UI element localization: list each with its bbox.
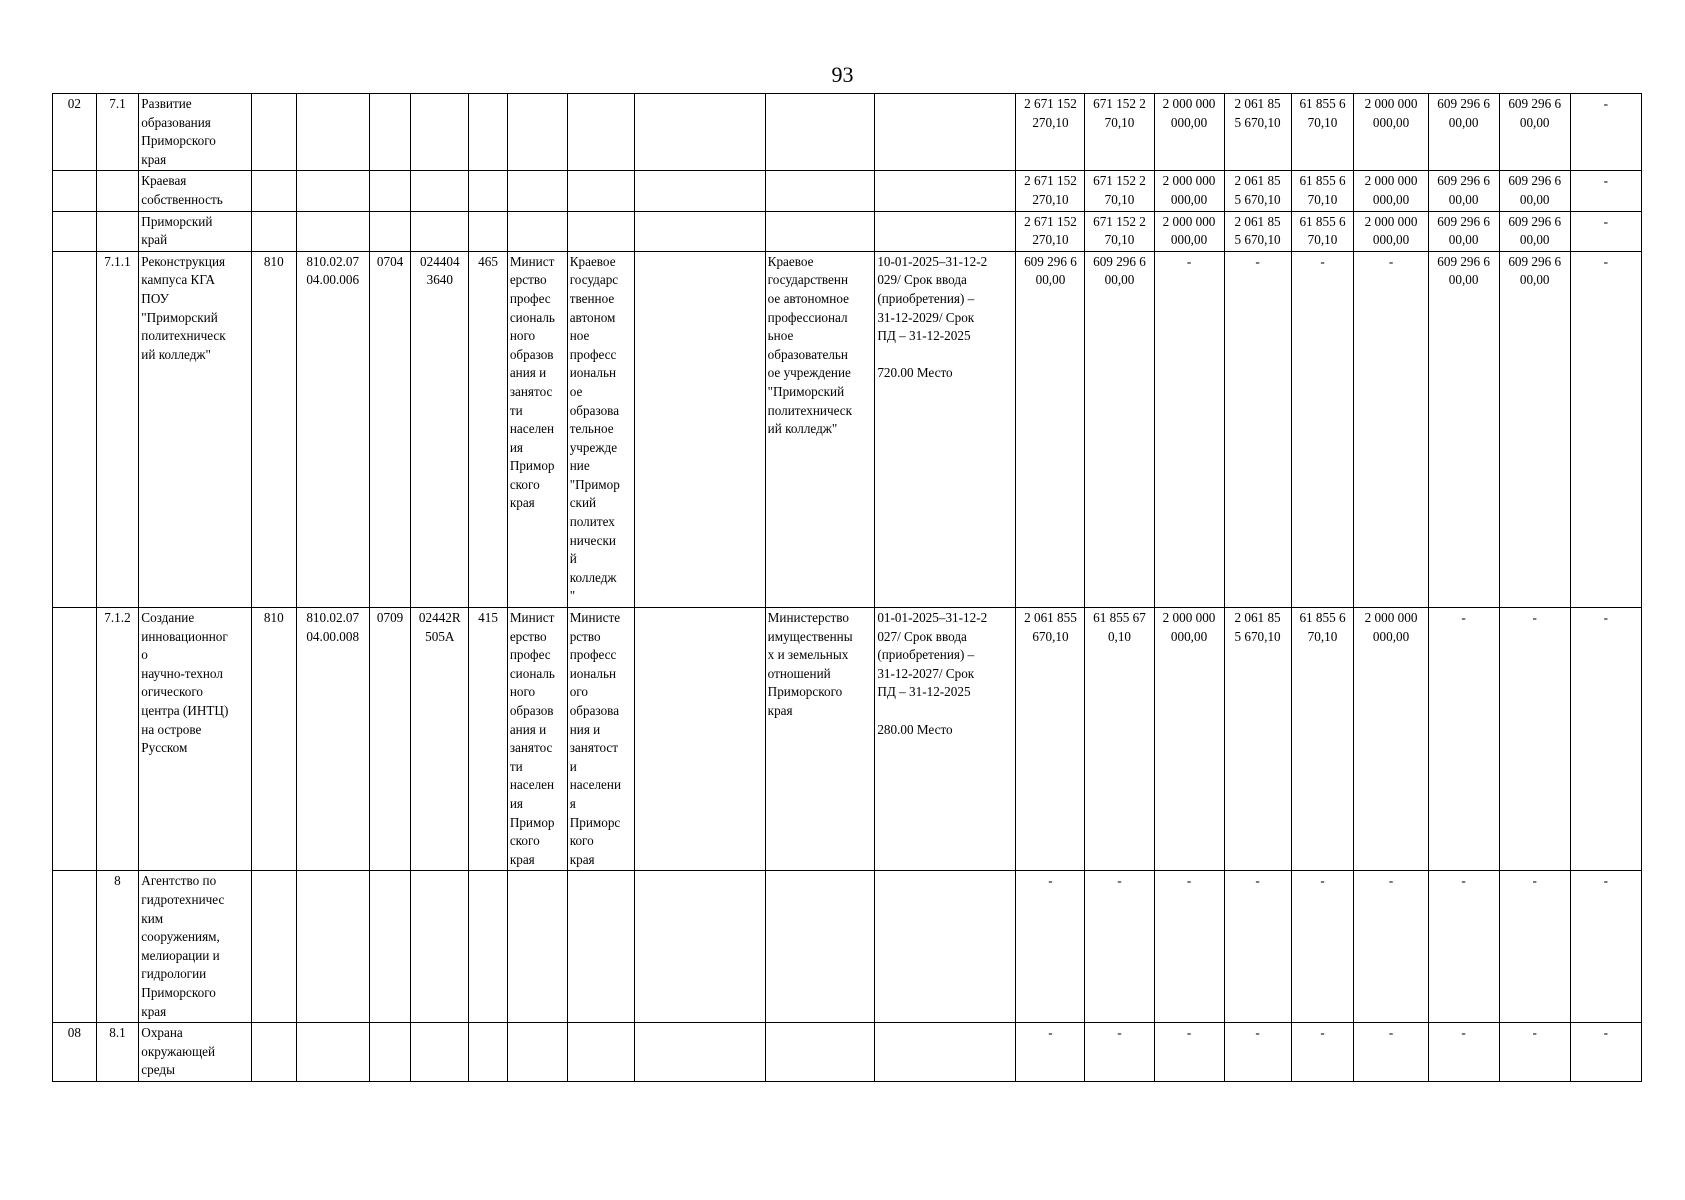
empty-cell (634, 94, 765, 171)
section-code (369, 1023, 411, 1082)
table-row (53, 608, 1642, 871)
table-row (53, 211, 1642, 251)
amount-col-6: 2 000 000 000,00 (1354, 211, 1428, 251)
amount-col-3: 2 000 000 000,00 (1154, 211, 1224, 251)
amount-col-9: - (1570, 94, 1641, 171)
amount-col-4: - (1224, 1023, 1291, 1082)
grbs-code (251, 94, 296, 171)
amount-col-8: 609 296 6 00,00 (1499, 251, 1570, 607)
kbk-code: 810.02.07 04.00.008 (296, 608, 369, 871)
expense-type-code (469, 211, 508, 251)
amount-col-9: - (1570, 608, 1641, 871)
amount-total: 609 296 6 00,00 (1016, 251, 1085, 607)
target-article-code (411, 94, 469, 171)
responsible-department (507, 171, 567, 211)
amount-col-3: 2 000 000 000,00 (1154, 171, 1224, 211)
program-code (53, 608, 97, 871)
amount-col-4: - (1224, 251, 1291, 607)
responsible-department: Минист ерство профес сиональ ного образов ания и занятос ти населен ия Примор ского края (507, 251, 567, 607)
table-row (53, 94, 1642, 171)
empty-cell (634, 211, 765, 251)
responsible-department (507, 211, 567, 251)
amount-col-3: - (1154, 871, 1224, 1023)
amount-col-6: 2 000 000 000,00 (1354, 94, 1428, 171)
amount-col-5: - (1291, 1023, 1354, 1082)
customer (765, 871, 875, 1023)
customer (765, 94, 875, 171)
object-name: Реконструкция кампуса КГА ПОУ "Приморский политехническ ий колледж" (139, 251, 252, 607)
amount-total: - (1016, 1023, 1085, 1082)
amount-col-5: 61 855 6 70,10 (1291, 608, 1354, 871)
customer: Краевое государственн ое автономное профессионал ьное образовательн ое учреждение "Приморский политехническ ий колледж" (765, 251, 875, 607)
amount-col-5: 61 855 6 70,10 (1291, 94, 1354, 171)
funds-recipient (567, 871, 634, 1023)
program-code (53, 211, 97, 251)
program-code (53, 871, 97, 1023)
funds-recipient (567, 211, 634, 251)
amount-col-2: 609 296 6 00,00 (1085, 251, 1154, 607)
object-name: Приморский край (139, 211, 252, 251)
amount-total: 2 671 152 270,10 (1016, 171, 1085, 211)
amount-col-9: - (1570, 211, 1641, 251)
item-number (96, 211, 139, 251)
expense-type-code (469, 94, 508, 171)
amount-col-2: 671 152 2 70,10 (1085, 171, 1154, 211)
target-article-code: 024404 3640 (411, 251, 469, 607)
responsible-department (507, 871, 567, 1023)
program-code: 02 (53, 94, 97, 171)
program-code (53, 171, 97, 211)
responsible-department (507, 1023, 567, 1082)
amount-total: 2 671 152 270,10 (1016, 211, 1085, 251)
object-name: Развитие образования Приморского края (139, 94, 252, 171)
implementation-period (875, 94, 1016, 171)
amount-col-7: - (1428, 608, 1499, 871)
investment-table (52, 93, 1642, 1082)
amount-col-5: 61 855 6 70,10 (1291, 211, 1354, 251)
funds-recipient (567, 94, 634, 171)
target-article-code (411, 1023, 469, 1082)
amount-col-5: - (1291, 871, 1354, 1023)
amount-col-9: - (1570, 1023, 1641, 1082)
implementation-period: 01-01-2025–31-12-2 027/ Срок ввода (приобретения) – 31-12-2027/ Срок ПД – 31-12-2025 280.00 Место (875, 608, 1016, 871)
amount-col-2: - (1085, 1023, 1154, 1082)
amount-col-2: 671 152 2 70,10 (1085, 94, 1154, 171)
implementation-period (875, 211, 1016, 251)
object-name: Агентство по гидротехничес ким сооружениям, мелиорации и гидрологии Приморского края (139, 871, 252, 1023)
amount-col-3: - (1154, 251, 1224, 607)
amount-col-7: 609 296 6 00,00 (1428, 251, 1499, 607)
section-code (369, 871, 411, 1023)
amount-col-6: 2 000 000 000,00 (1354, 608, 1428, 871)
funds-recipient (567, 1023, 634, 1082)
empty-cell (634, 871, 765, 1023)
expense-type-code: 415 (469, 608, 508, 871)
grbs-code (251, 1023, 296, 1082)
program-code (53, 251, 97, 607)
amount-col-8: - (1499, 1023, 1570, 1082)
target-article-code (411, 211, 469, 251)
expense-type-code (469, 1023, 508, 1082)
amount-total: 2 671 152 270,10 (1016, 94, 1085, 171)
amount-col-8: - (1499, 871, 1570, 1023)
amount-col-8: 609 296 6 00,00 (1499, 211, 1570, 251)
grbs-code (251, 871, 296, 1023)
table-row (53, 251, 1642, 607)
amount-total: 2 061 855 670,10 (1016, 608, 1085, 871)
table-row (53, 871, 1642, 1023)
grbs-code (251, 171, 296, 211)
customer (765, 211, 875, 251)
expense-type-code (469, 171, 508, 211)
section-code: 0709 (369, 608, 411, 871)
funds-recipient: Краевое государс твенное автоном ное професс иональн ое образова тельное учрежде ние "Примор ский политех нически й колледж " (567, 251, 634, 607)
amount-col-6: - (1354, 251, 1428, 607)
amount-col-6: - (1354, 871, 1428, 1023)
amount-col-5: 61 855 6 70,10 (1291, 171, 1354, 211)
customer: Министерство имущественны х и земельных отношений Приморского края (765, 608, 875, 871)
amount-col-9: - (1570, 251, 1641, 607)
target-article-code: 02442R 505A (411, 608, 469, 871)
amount-col-7: 609 296 6 00,00 (1428, 171, 1499, 211)
amount-col-4: - (1224, 871, 1291, 1023)
amount-total: - (1016, 871, 1085, 1023)
amount-col-7: - (1428, 871, 1499, 1023)
page-number: 93 (831, 62, 854, 87)
responsible-department: Минист ерство профес сиональ ного образов ания и занятос ти населен ия Примор ского края (507, 608, 567, 871)
implementation-period (875, 171, 1016, 211)
amount-col-2: 61 855 67 0,10 (1085, 608, 1154, 871)
implementation-period (875, 871, 1016, 1023)
amount-col-9: - (1570, 171, 1641, 211)
amount-col-6: 2 000 000 000,00 (1354, 171, 1428, 211)
expense-type-code: 465 (469, 251, 508, 607)
amount-col-3: 2 000 000 000,00 (1154, 608, 1224, 871)
target-article-code (411, 871, 469, 1023)
table-row (53, 1023, 1642, 1082)
amount-col-7: 609 296 6 00,00 (1428, 211, 1499, 251)
empty-cell (634, 1023, 765, 1082)
target-article-code (411, 171, 469, 211)
program-code: 08 (53, 1023, 97, 1082)
funds-recipient (567, 171, 634, 211)
amount-col-4: 2 061 85 5 670,10 (1224, 211, 1291, 251)
amount-col-4: 2 061 85 5 670,10 (1224, 171, 1291, 211)
amount-col-2: - (1085, 871, 1154, 1023)
section-code (369, 171, 411, 211)
amount-col-6: - (1354, 1023, 1428, 1082)
kbk-code (296, 171, 369, 211)
section-code (369, 94, 411, 171)
item-number: 8.1 (96, 1023, 139, 1082)
customer (765, 1023, 875, 1082)
implementation-period (875, 1023, 1016, 1082)
item-number: 8 (96, 871, 139, 1023)
amount-col-2: 671 152 2 70,10 (1085, 211, 1154, 251)
object-name: Охрана окружающей среды (139, 1023, 252, 1082)
section-code (369, 211, 411, 251)
expense-type-code (469, 871, 508, 1023)
object-name: Краевая собственность (139, 171, 252, 211)
item-number: 7.1.1 (96, 251, 139, 607)
grbs-code: 810 (251, 251, 296, 607)
section-code: 0704 (369, 251, 411, 607)
kbk-code (296, 1023, 369, 1082)
empty-cell (634, 608, 765, 871)
implementation-period: 10-01-2025–31-12-2 029/ Срок ввода (приобретения) – 31-12-2029/ Срок ПД – 31-12-2025 720.00 Место (875, 251, 1016, 607)
amount-col-7: 609 296 6 00,00 (1428, 94, 1499, 171)
amount-col-7: - (1428, 1023, 1499, 1082)
amount-col-4: 2 061 85 5 670,10 (1224, 94, 1291, 171)
responsible-department (507, 94, 567, 171)
item-number: 7.1 (96, 94, 139, 171)
amount-col-5: - (1291, 251, 1354, 607)
item-number (96, 171, 139, 211)
amount-col-3: - (1154, 1023, 1224, 1082)
amount-col-9: - (1570, 871, 1641, 1023)
grbs-code (251, 211, 296, 251)
amount-col-4: 2 061 85 5 670,10 (1224, 608, 1291, 871)
object-name: Создание инновационног о научно-технол огического центра (ИНТЦ) на острове Русском (139, 608, 252, 871)
amount-col-3: 2 000 000 000,00 (1154, 94, 1224, 171)
empty-cell (634, 171, 765, 211)
amount-col-8: - (1499, 608, 1570, 871)
amount-col-8: 609 296 6 00,00 (1499, 171, 1570, 211)
kbk-code (296, 94, 369, 171)
kbk-code (296, 211, 369, 251)
kbk-code: 810.02.07 04.00.006 (296, 251, 369, 607)
item-number: 7.1.2 (96, 608, 139, 871)
funds-recipient: Министе рство професс иональн ого образова ния и занятост и населени я Приморс кого края (567, 608, 634, 871)
table-row (53, 171, 1642, 211)
empty-cell (634, 251, 765, 607)
amount-col-8: 609 296 6 00,00 (1499, 94, 1570, 171)
kbk-code (296, 871, 369, 1023)
customer (765, 171, 875, 211)
grbs-code: 810 (251, 608, 296, 871)
